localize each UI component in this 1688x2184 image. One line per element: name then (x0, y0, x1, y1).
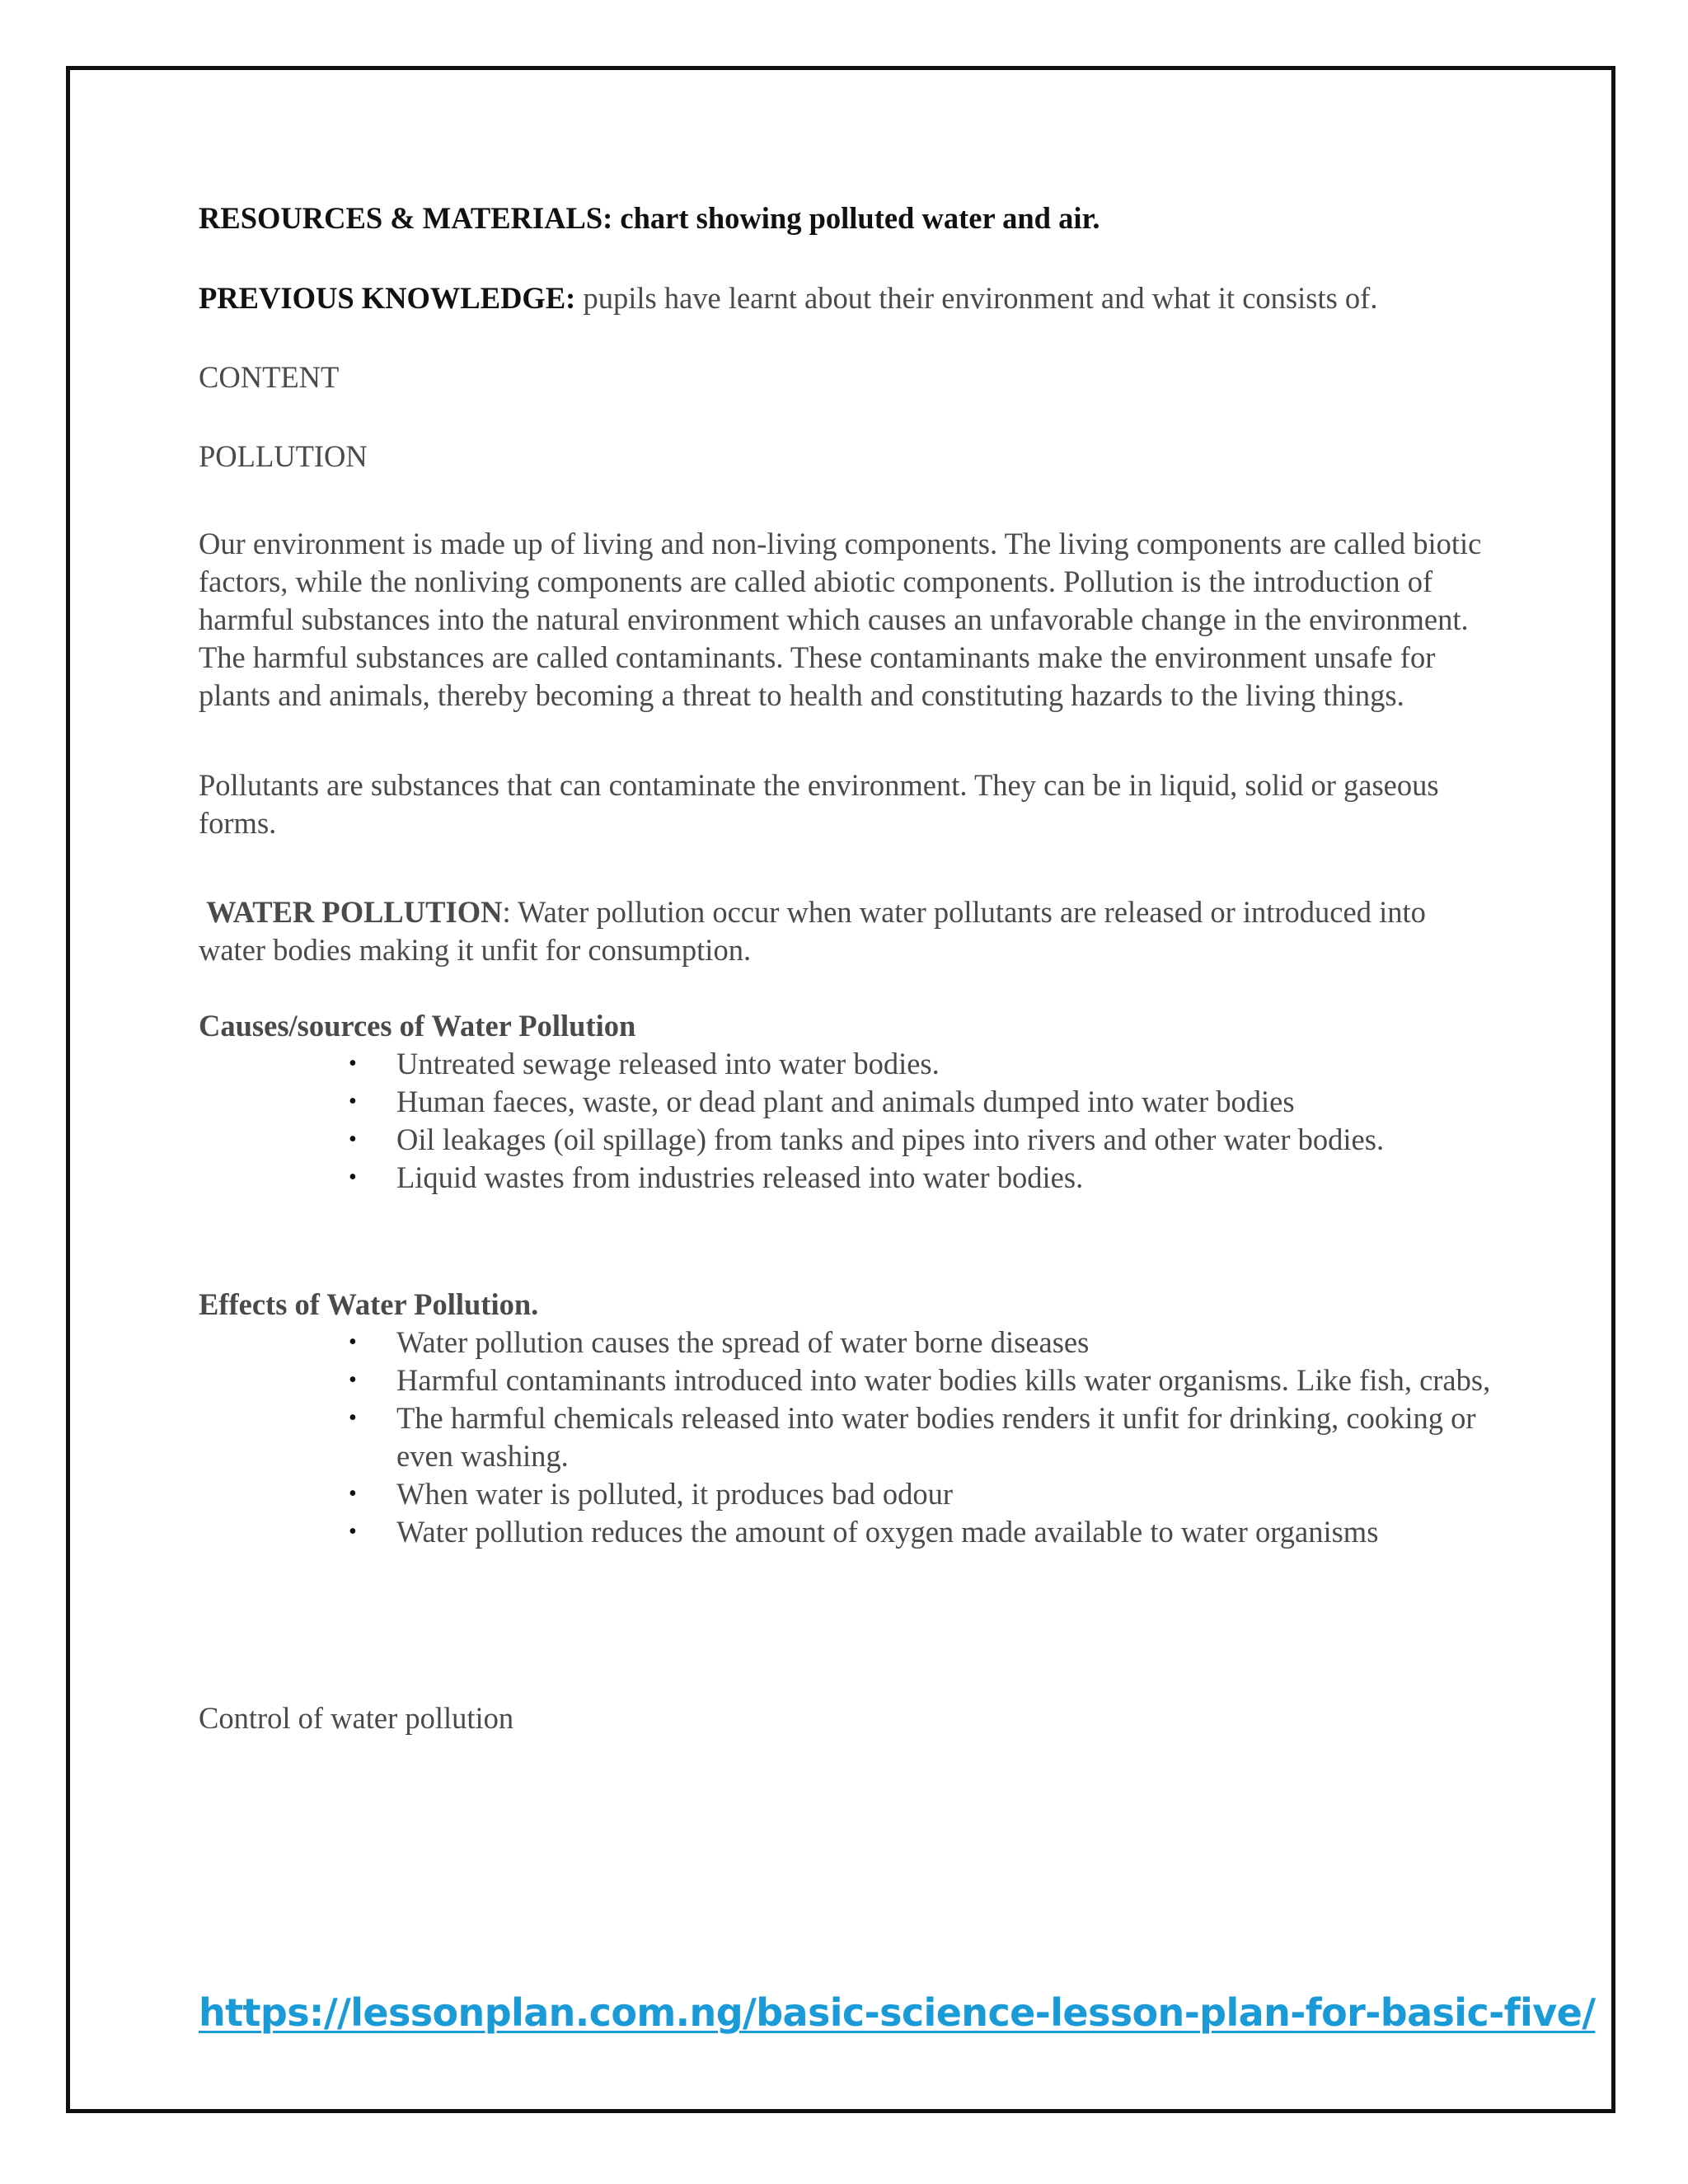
resources-materials: RESOURCES & MATERIALS: chart showing polluted water and air. (199, 201, 1100, 235)
pollutants-paragraph: Pollutants are substances that can contaminate the environment. They can be in liquid, solid or gaseous forms. (199, 768, 1439, 840)
water-pollution-label: WATER POLLUTION (206, 895, 503, 929)
effects-heading: Effects of Water Pollution. (199, 1287, 539, 1321)
bullet-icon: • (349, 1481, 357, 1507)
bullet-icon: • (349, 1089, 357, 1114)
bullet-icon: • (349, 1405, 357, 1431)
bullet-icon: • (349, 1519, 357, 1544)
list-item: • When water is polluted, it produces bad odour (199, 1475, 1493, 1513)
bullet-icon: • (349, 1051, 357, 1076)
previous-knowledge-text: pupils have learnt about their environment and what it consists of. (575, 281, 1378, 315)
intro-paragraph: Our environment is made up of living and non-living components. The living components are called biotic factors, while the nonliving components are called abiotic components. Pollution is the introduction of harmful substances into the natural environment which causes an unfavorable change in the environment. The harmful substances are called contaminants. These contaminants make the environment unsafe for plants and animals, thereby becoming a threat to health and constituting hazards to the living things. (199, 527, 1482, 712)
control-heading: Control of water pollution (199, 1701, 514, 1735)
document-body (199, 199, 1493, 1737)
causes-list (199, 1045, 1493, 1197)
content-heading: CONTENT (199, 360, 340, 394)
list-item: • Human faeces, waste, or dead plant and animals dumped into water bodies (199, 1083, 1493, 1121)
water-pollution-text: : Water pollution occur when water pollutants are released or introduced into water bodies making it unfit for consumption. (199, 895, 1426, 967)
previous-knowledge-label: PREVIOUS KNOWLEDGE: (199, 281, 576, 315)
causes-heading: Causes/sources of Water Pollution (199, 1009, 636, 1043)
list-item: • Water pollution reduces the amount of oxygen made available to water organisms (199, 1513, 1493, 1551)
list-item: • Water pollution causes the spread of water borne diseases (199, 1324, 1493, 1361)
source-link[interactable]: https://lessonplan.com.ng/basic-science-lesson-plan-for-basic-five/ (199, 1990, 1596, 2035)
bullet-icon: • (349, 1329, 357, 1355)
topic-heading: POLLUTION (199, 439, 368, 473)
previous-knowledge (199, 279, 1493, 317)
list-item: • Oil leakages (oil spillage) from tanks and pipes into rivers and other water bodies. (199, 1121, 1493, 1159)
water-pollution-definition (199, 893, 1493, 969)
bullet-icon: • (349, 1165, 357, 1190)
bullet-icon: • (349, 1367, 357, 1393)
list-item: • Harmful contaminants introduced into water bodies kills water organisms. Like fish, crabs, (199, 1361, 1493, 1399)
list-item: • Liquid wastes from industries released into water bodies. (199, 1159, 1493, 1197)
list-item: • The harmful chemicals released into water bodies renders it unfit for drinking, cooking or even washing. (349, 1401, 1476, 1473)
effects-list (199, 1324, 1493, 1551)
bullet-icon: • (349, 1127, 357, 1152)
list-item: • Untreated sewage released into water bodies. (199, 1045, 1493, 1083)
